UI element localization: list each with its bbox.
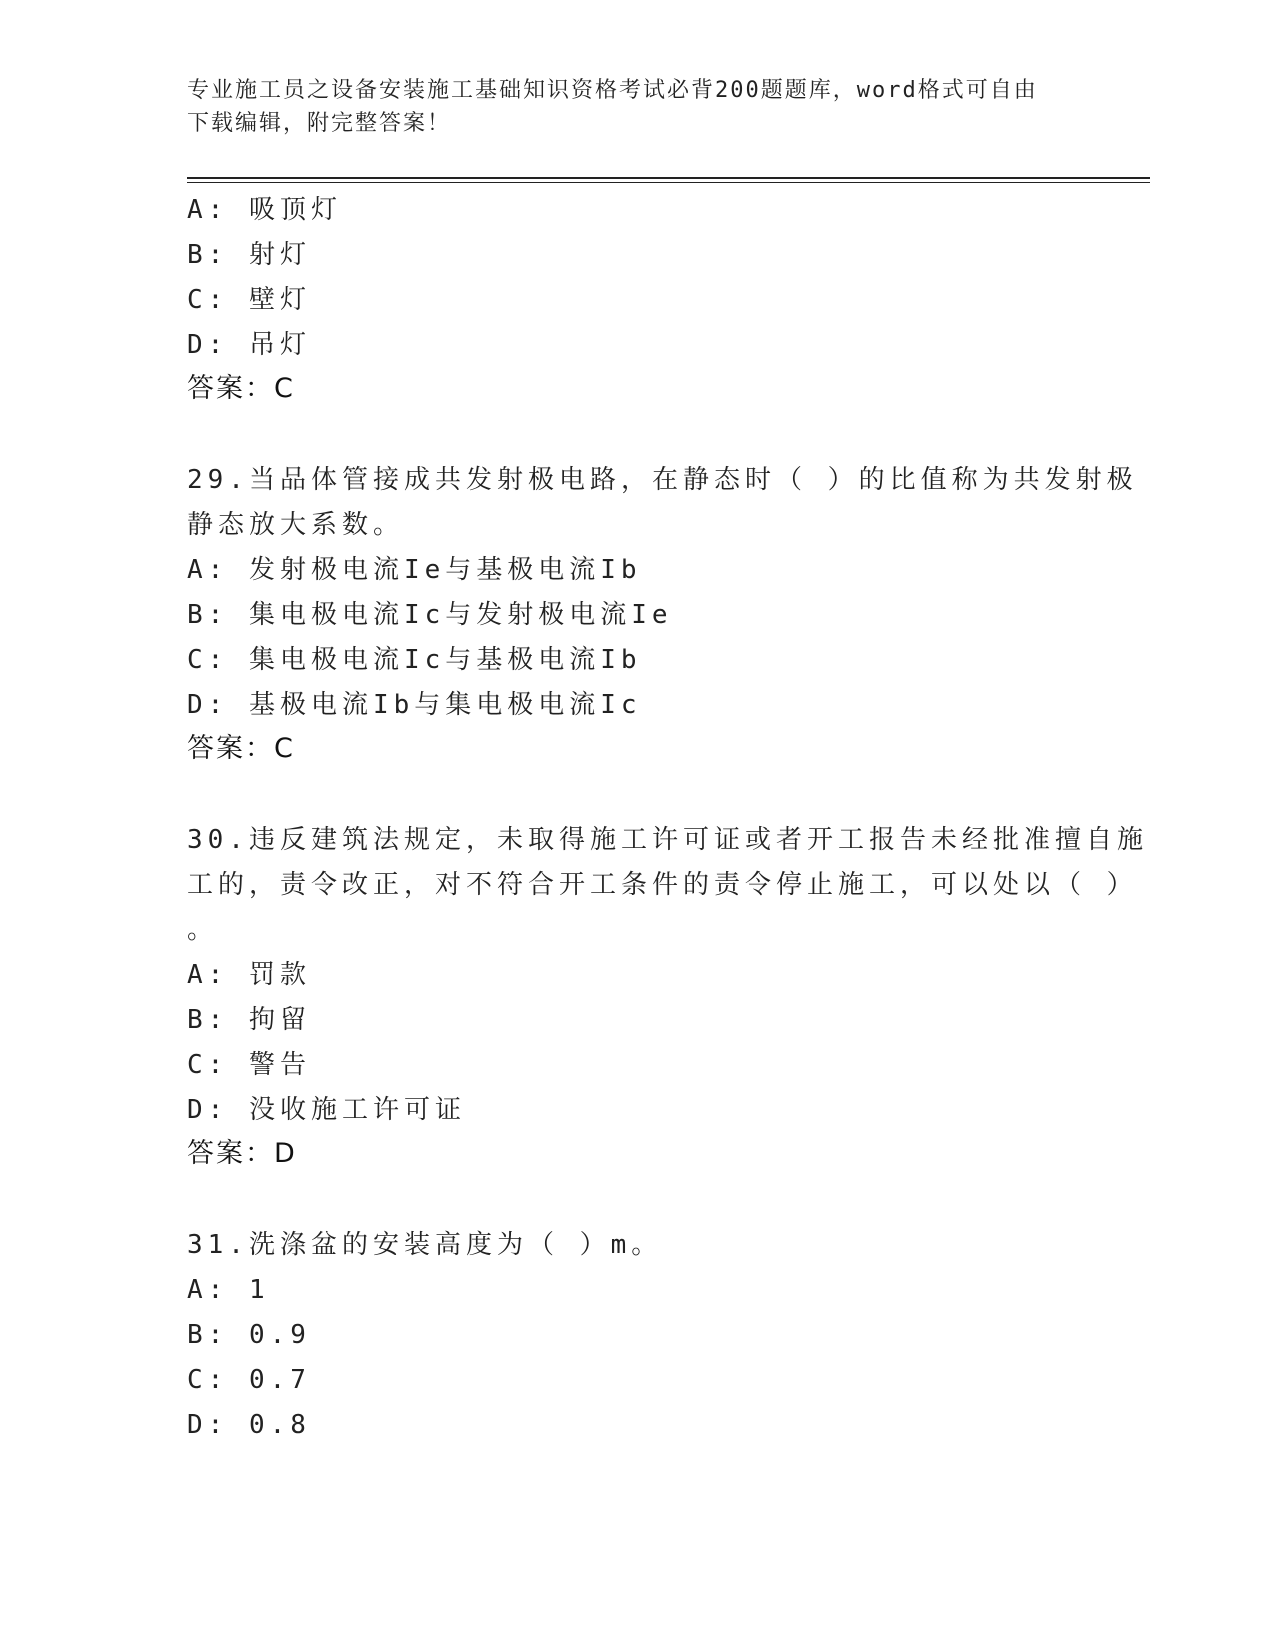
q29-answer: 答案：C [187, 733, 295, 764]
q31-option-b: B: 0.9 [187, 1320, 311, 1350]
q28-option-c: C: 壁灯 [187, 285, 311, 315]
q30-option-b: B: 拘留 [187, 1005, 311, 1035]
q28-answer: 答案：C [187, 373, 295, 404]
document-header [187, 74, 1067, 140]
q30-option-d: D: 没收施工许可证 [187, 1095, 466, 1125]
q30-option-c: C: 警告 [187, 1050, 311, 1080]
q30-option-a: A: 罚款 [187, 960, 311, 990]
q30-answer: 答案：D [187, 1138, 297, 1169]
q29-option-b: B: 集电极电流Ic与发射极电流Ie [187, 600, 673, 630]
q28-option-d: D: 吊灯 [187, 330, 311, 360]
q31-option-c: C: 0.7 [187, 1365, 311, 1395]
q30-stem-line-3: 。 [187, 915, 219, 945]
header-line-1: 专业施工员之设备安装施工基础知识资格考试必背200题题库，word格式可自由 [187, 78, 1038, 103]
q31-option-d: D: 0.8 [187, 1410, 311, 1440]
q30-stem-line-1: 30.违反建筑法规定，未取得施工许可证或者开工报告未经批准擅自施 [187, 825, 1148, 855]
q28-option-b: B: 射灯 [187, 240, 311, 270]
q28-option-a: A: 吸顶灯 [187, 195, 342, 225]
header-line-2: 下载编辑，附完整答案！ [187, 111, 452, 136]
q29-stem-line-2: 静态放大系数。 [187, 510, 405, 540]
q29-stem-line-1: 29.当品体管接成共发射极电路，在静态时（ ）的比值称为共发射极 [187, 465, 1138, 495]
header-divider-thin [187, 182, 1150, 183]
q29-option-d: D: 基极电流Ib与集电极电流Ic [187, 690, 642, 720]
q29-option-a: A: 发射极电流Ie与基极电流Ib [187, 555, 642, 585]
header-divider-thick [187, 177, 1150, 179]
q31-option-a: A: 1 [187, 1275, 270, 1305]
q30-stem-line-2: 工的，责令改正，对不符合开工条件的责令停止施工，可以处以（ ） [187, 870, 1138, 900]
q29-option-c: C: 集电极电流Ic与基极电流Ib [187, 645, 642, 675]
q31-stem-line-1: 31.洗涤盆的安装高度为（ ）m。 [187, 1230, 663, 1260]
